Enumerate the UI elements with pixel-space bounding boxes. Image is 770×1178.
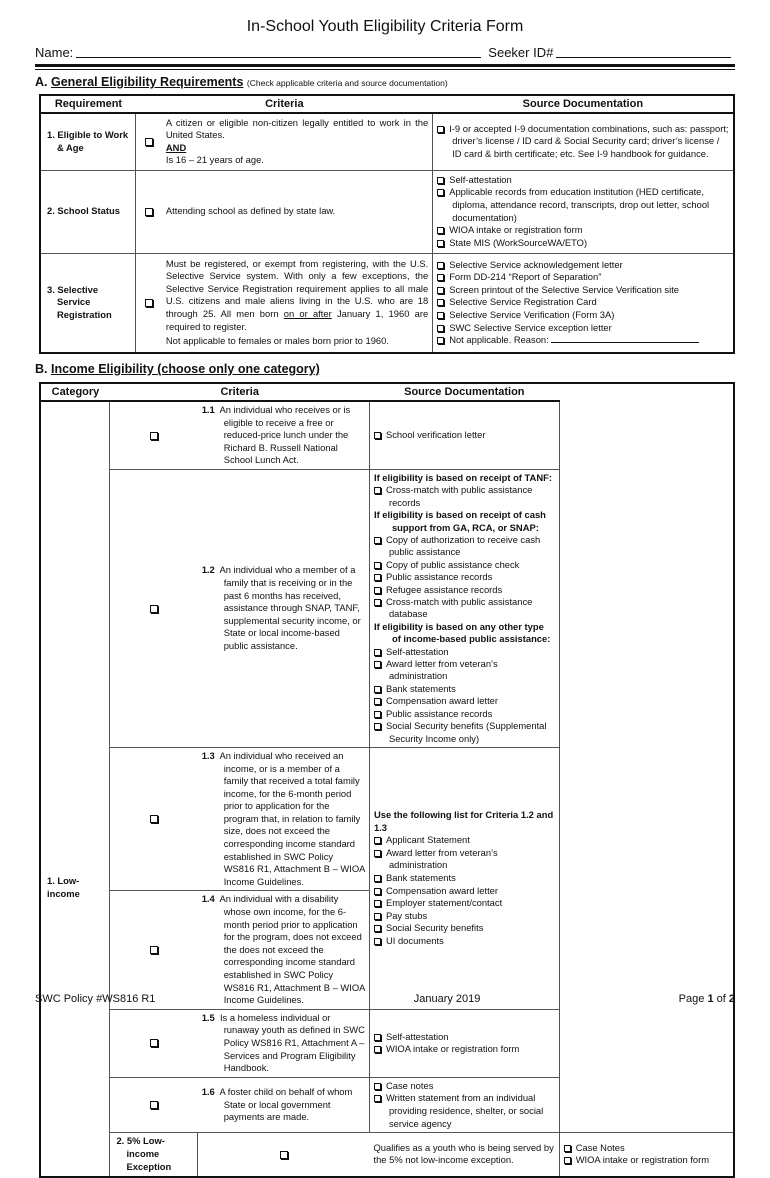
checkbox-icon xyxy=(374,900,381,907)
criteria-cell: Qualifies as a youth who is being served by the 5% not low-income exception. xyxy=(369,1133,559,1177)
row-school-status xyxy=(40,170,734,253)
checkbox-icon xyxy=(374,837,381,844)
checkbox-icon xyxy=(150,1101,158,1109)
criteria-cell xyxy=(162,253,433,353)
source-item[interactable]: Written statement from an individual providing residence, shelter, or social service agency xyxy=(374,1092,555,1130)
checkbox[interactable] xyxy=(198,1133,370,1177)
row-criteria-1-2 xyxy=(40,469,734,747)
checkbox-icon xyxy=(145,138,153,146)
col-category: Category xyxy=(40,383,110,401)
criteria-cell: 1.5 Is a homeless individual or runaway youth as defined in SWC Policy WS816 R1, Attachment A – Services and Program Eligibility Handbook. xyxy=(198,1009,370,1077)
source-cell xyxy=(433,170,734,253)
source-item[interactable]: Self-attestation xyxy=(437,174,729,187)
source-subhead: If eligibility is based on receipt of cash support from GA, RCA, or SNAP: xyxy=(373,509,546,533)
source-item[interactable]: State MIS (WorkSourceWA/ETO) xyxy=(437,237,729,250)
reason-field[interactable] xyxy=(551,334,699,343)
checkbox-icon xyxy=(150,946,158,954)
source-item-not-applicable[interactable]: Not applicable. Reason: xyxy=(437,334,729,347)
source-item[interactable]: Cross-match with public assistance database xyxy=(374,596,555,621)
checkbox-icon xyxy=(374,574,381,581)
section-b-title: Income Eligibility (choose only one category) xyxy=(50,362,320,376)
policy-number: SWC Policy #WS816 R1 xyxy=(35,993,156,1005)
checkbox-icon xyxy=(145,208,153,216)
checkbox-icon xyxy=(374,913,381,920)
row-eligible-to-work xyxy=(40,113,734,170)
criteria-cell: 1.4 An individual with a disability whose own income, for the 6-month period prior to application for the program, does not exceed the does not exceed the corresponding income standard established in SWC Policy WS816 R1, Attachment B – WIOA Income Guidelines. xyxy=(198,891,370,1009)
name-seeker-line xyxy=(35,45,735,60)
header-rule-thick xyxy=(35,64,735,67)
source-cell xyxy=(433,253,734,353)
requirement-label: 3. Selective Service Registration xyxy=(40,253,136,353)
general-eligibility-table xyxy=(39,94,735,354)
criteria-text: Is 16 – 21 years of age. xyxy=(165,154,264,166)
checkbox-icon xyxy=(437,299,444,306)
income-eligibility-table xyxy=(39,382,735,1178)
source-item[interactable]: Award letter from veteran’s administration xyxy=(374,658,555,683)
criteria-cell: Attending school as defined by state law. xyxy=(162,170,433,253)
checkbox-icon xyxy=(437,312,444,319)
source-item[interactable]: Applicable records from education institution (HED certificate, diploma, attendance record, transcripts, drop out letter, school documentation) xyxy=(437,186,729,224)
checkbox-icon xyxy=(374,587,381,594)
checkbox-icon xyxy=(437,177,444,184)
category-low-income: 1. Low-income xyxy=(40,401,110,1177)
source-item[interactable]: Bank statements xyxy=(374,872,555,885)
checkbox-icon xyxy=(564,1145,571,1152)
checkbox-icon xyxy=(374,1046,381,1053)
checkbox-icon xyxy=(150,815,158,823)
checkbox-icon xyxy=(374,487,381,494)
section-a-title: General Eligibility Requirements xyxy=(50,75,244,89)
row-criteria-1-3 xyxy=(40,747,734,891)
source-item[interactable]: Self-attestation xyxy=(374,1031,555,1044)
col-criteria: Criteria xyxy=(136,95,433,113)
source-item[interactable]: Social Security benefits xyxy=(374,922,555,935)
checkbox-icon xyxy=(374,686,381,693)
source-item[interactable]: Copy of authorization to receive cash public assistance xyxy=(374,534,555,559)
checkbox-icon xyxy=(150,432,158,440)
source-item[interactable]: SWC Selective Service exception letter xyxy=(437,322,729,335)
section-a-note: (Check applicable criteria and source documentation) xyxy=(246,78,448,88)
row-criteria-1-6 xyxy=(40,1077,734,1132)
source-item[interactable]: Form DD-214 “Report of Separation” xyxy=(437,271,729,284)
page-footer xyxy=(35,993,735,1005)
source-cell xyxy=(559,1133,734,1177)
checkbox-icon xyxy=(374,723,381,730)
checkbox-icon xyxy=(564,1157,571,1164)
source-cell xyxy=(433,113,734,170)
name-field[interactable] xyxy=(76,45,481,58)
source-cell xyxy=(369,1009,559,1077)
header-rule-thin xyxy=(35,69,735,70)
source-subhead: If eligibility is based on any other type of income-based public assistance: xyxy=(373,620,551,645)
col-criteria: Criteria xyxy=(110,383,370,401)
source-cell xyxy=(369,401,559,469)
source-item[interactable]: UI documents xyxy=(374,935,555,948)
checkbox-icon xyxy=(374,1034,381,1041)
checkbox-icon xyxy=(437,189,444,196)
source-cell xyxy=(369,1077,559,1132)
checkbox-icon xyxy=(374,888,381,895)
section-b-prefix: B. xyxy=(35,362,48,376)
source-item[interactable]: Selective Service Registration Card xyxy=(437,296,729,309)
row-criteria-1-5 xyxy=(40,1009,734,1077)
criteria-cell: 1.3 An individual who received an income, or is a member of a family that received a total family income, for the 6-month period prior to application for the program that, in relation to family size, does not exceed the corresponding income standard established in SWC Policy WS816 R1, Attachment B – WIOA Income Guidelines. xyxy=(198,747,370,891)
checkbox-icon xyxy=(437,227,444,234)
checkbox-icon xyxy=(437,240,444,247)
checkbox-icon xyxy=(437,126,444,133)
source-item[interactable]: Public assistance records xyxy=(374,708,555,720)
source-item[interactable]: WIOA intake or registration form xyxy=(564,1154,729,1167)
checkbox[interactable] xyxy=(110,891,198,1009)
checkbox[interactable] xyxy=(110,1009,198,1077)
name-label: Name: xyxy=(35,45,74,60)
col-source: Source Documentation xyxy=(369,383,559,401)
source-item[interactable]: Case Notes xyxy=(564,1142,729,1155)
source-subhead: If eligibility is based on receipt of TANF: xyxy=(373,471,552,483)
criteria-text: Must be registered, or exempt from registering, with the U.S. Selective Service system. With only a few exceptions, the Selective Service Registration requirement applies to all male U.S. citizens and male aliens living in the U.S. who are 18 through 25. All men born on or after January 1, 1960 are required to register. xyxy=(165,257,429,332)
category-five-percent: 2. 5% Low-income Exception xyxy=(110,1133,198,1177)
checkbox-icon xyxy=(145,299,153,307)
checkbox[interactable] xyxy=(110,469,198,747)
checkbox-icon xyxy=(374,1095,381,1102)
checkbox-icon xyxy=(374,562,381,569)
checkbox[interactable] xyxy=(136,253,162,353)
source-item[interactable]: Public assistance records xyxy=(374,571,555,583)
checkbox-icon xyxy=(374,432,381,439)
checkbox-icon xyxy=(374,661,381,668)
section-b-heading xyxy=(35,362,320,376)
source-item[interactable]: Employer statement/contact xyxy=(374,897,555,910)
checkbox[interactable] xyxy=(136,113,162,170)
checkbox-icon xyxy=(280,1151,288,1159)
source-cell xyxy=(369,469,559,747)
source-item[interactable]: Social Security benefits (Supplemental Security Income only) xyxy=(374,720,555,745)
source-item[interactable]: Screen printout of the Selective Service Verification site xyxy=(437,284,729,297)
seeker-id-field[interactable] xyxy=(556,45,731,58)
source-item[interactable]: Bank statements xyxy=(374,683,555,695)
criteria-text: A citizen or eligible non-citizen legally entitled to work in the United States. xyxy=(165,116,429,141)
section-a-prefix: A. xyxy=(35,75,48,89)
requirement-label: 1. Eligible to Work & Age xyxy=(40,113,136,170)
criteria-text: Not applicable to females or males born prior to 1960. xyxy=(165,335,389,347)
page-number: Page 1 of 2 xyxy=(678,993,735,1005)
checkbox[interactable] xyxy=(110,747,198,891)
checkbox-icon xyxy=(374,875,381,882)
row-five-percent-exception xyxy=(40,1133,734,1177)
source-subhead: Use the following list for Criteria 1.2 and 1.3 xyxy=(373,809,554,833)
source-cell xyxy=(369,747,559,1009)
checkbox-icon xyxy=(437,274,444,281)
checkbox-icon xyxy=(374,938,381,945)
source-item[interactable]: Award letter from veteran’s administration xyxy=(374,847,555,872)
checkbox-icon xyxy=(374,850,381,857)
requirement-label: 2. School Status xyxy=(40,170,136,253)
source-item[interactable]: School verification letter xyxy=(374,429,555,442)
form-title: In-School Youth Eligibility Criteria Form xyxy=(246,18,524,35)
col-source: Source Documentation xyxy=(433,95,734,113)
source-item[interactable]: Pay stubs xyxy=(374,910,555,923)
checkbox-icon xyxy=(374,537,381,544)
checkbox-icon xyxy=(374,698,381,705)
checkbox-icon xyxy=(374,599,381,606)
seeker-id-label: Seeker ID# xyxy=(488,45,554,60)
source-item[interactable]: Applicant Statement xyxy=(374,834,555,847)
criteria-cell xyxy=(162,113,433,170)
criteria-cell: 1.6 A foster child on behalf of whom State or local government payments are made. xyxy=(198,1077,370,1132)
source-item[interactable]: Selective Service acknowledgement letter xyxy=(437,259,729,272)
criteria-cell: 1.1 An individual who receives or is eligible to receive a free or reduced-price lunch under the Richard B. Russell National School Lunch Act. xyxy=(198,401,370,469)
checkbox-icon xyxy=(150,1039,158,1047)
checkbox[interactable] xyxy=(136,170,162,253)
checkbox-icon xyxy=(374,711,381,718)
checkbox-icon xyxy=(437,287,444,294)
checkbox-icon xyxy=(437,325,444,332)
checkbox-icon xyxy=(437,262,444,269)
checkbox-icon xyxy=(437,337,444,344)
source-item[interactable]: Case notes xyxy=(374,1080,555,1093)
source-item[interactable]: Selective Service Verification (Form 3A) xyxy=(437,309,729,322)
source-item[interactable]: Compensation award letter xyxy=(374,695,555,707)
checkbox-icon xyxy=(374,1083,381,1090)
source-item[interactable]: Copy of public assistance check xyxy=(374,559,555,571)
checkbox-icon xyxy=(150,605,158,613)
source-item[interactable]: Self-attestation xyxy=(374,646,555,658)
checkbox[interactable] xyxy=(110,1077,198,1132)
criteria-cell: 1.2 An individual who a member of a family that is receiving or in the past 6 months has received, assistance through SNAP, TANF, supplemental security income, or State or local income-based public assistance. xyxy=(198,469,370,747)
criteria-and: AND xyxy=(165,141,187,153)
row-selective-service xyxy=(40,253,734,353)
col-requirement: Requirement xyxy=(40,95,136,113)
checkbox[interactable] xyxy=(110,401,198,469)
source-item[interactable]: Cross-match with public assistance records xyxy=(374,484,555,509)
source-item[interactable]: Refugee assistance records xyxy=(374,584,555,596)
source-item[interactable]: Compensation award letter xyxy=(374,885,555,898)
row-criteria-1-1 xyxy=(40,401,734,469)
source-item[interactable]: WIOA intake or registration form xyxy=(374,1043,555,1056)
checkbox-icon xyxy=(374,649,381,656)
source-item[interactable]: WIOA intake or registration form xyxy=(437,224,729,237)
footer-date: January 2019 xyxy=(413,993,481,1005)
section-a-heading xyxy=(35,75,448,89)
source-item[interactable]: I-9 or accepted I-9 documentation combinations, such as: passport; driver’s license / ID card & Social Security card; driver’s license / ID card & birth certificate; etc. See I-9 handbook for guidance. xyxy=(437,123,729,161)
checkbox-icon xyxy=(374,925,381,932)
